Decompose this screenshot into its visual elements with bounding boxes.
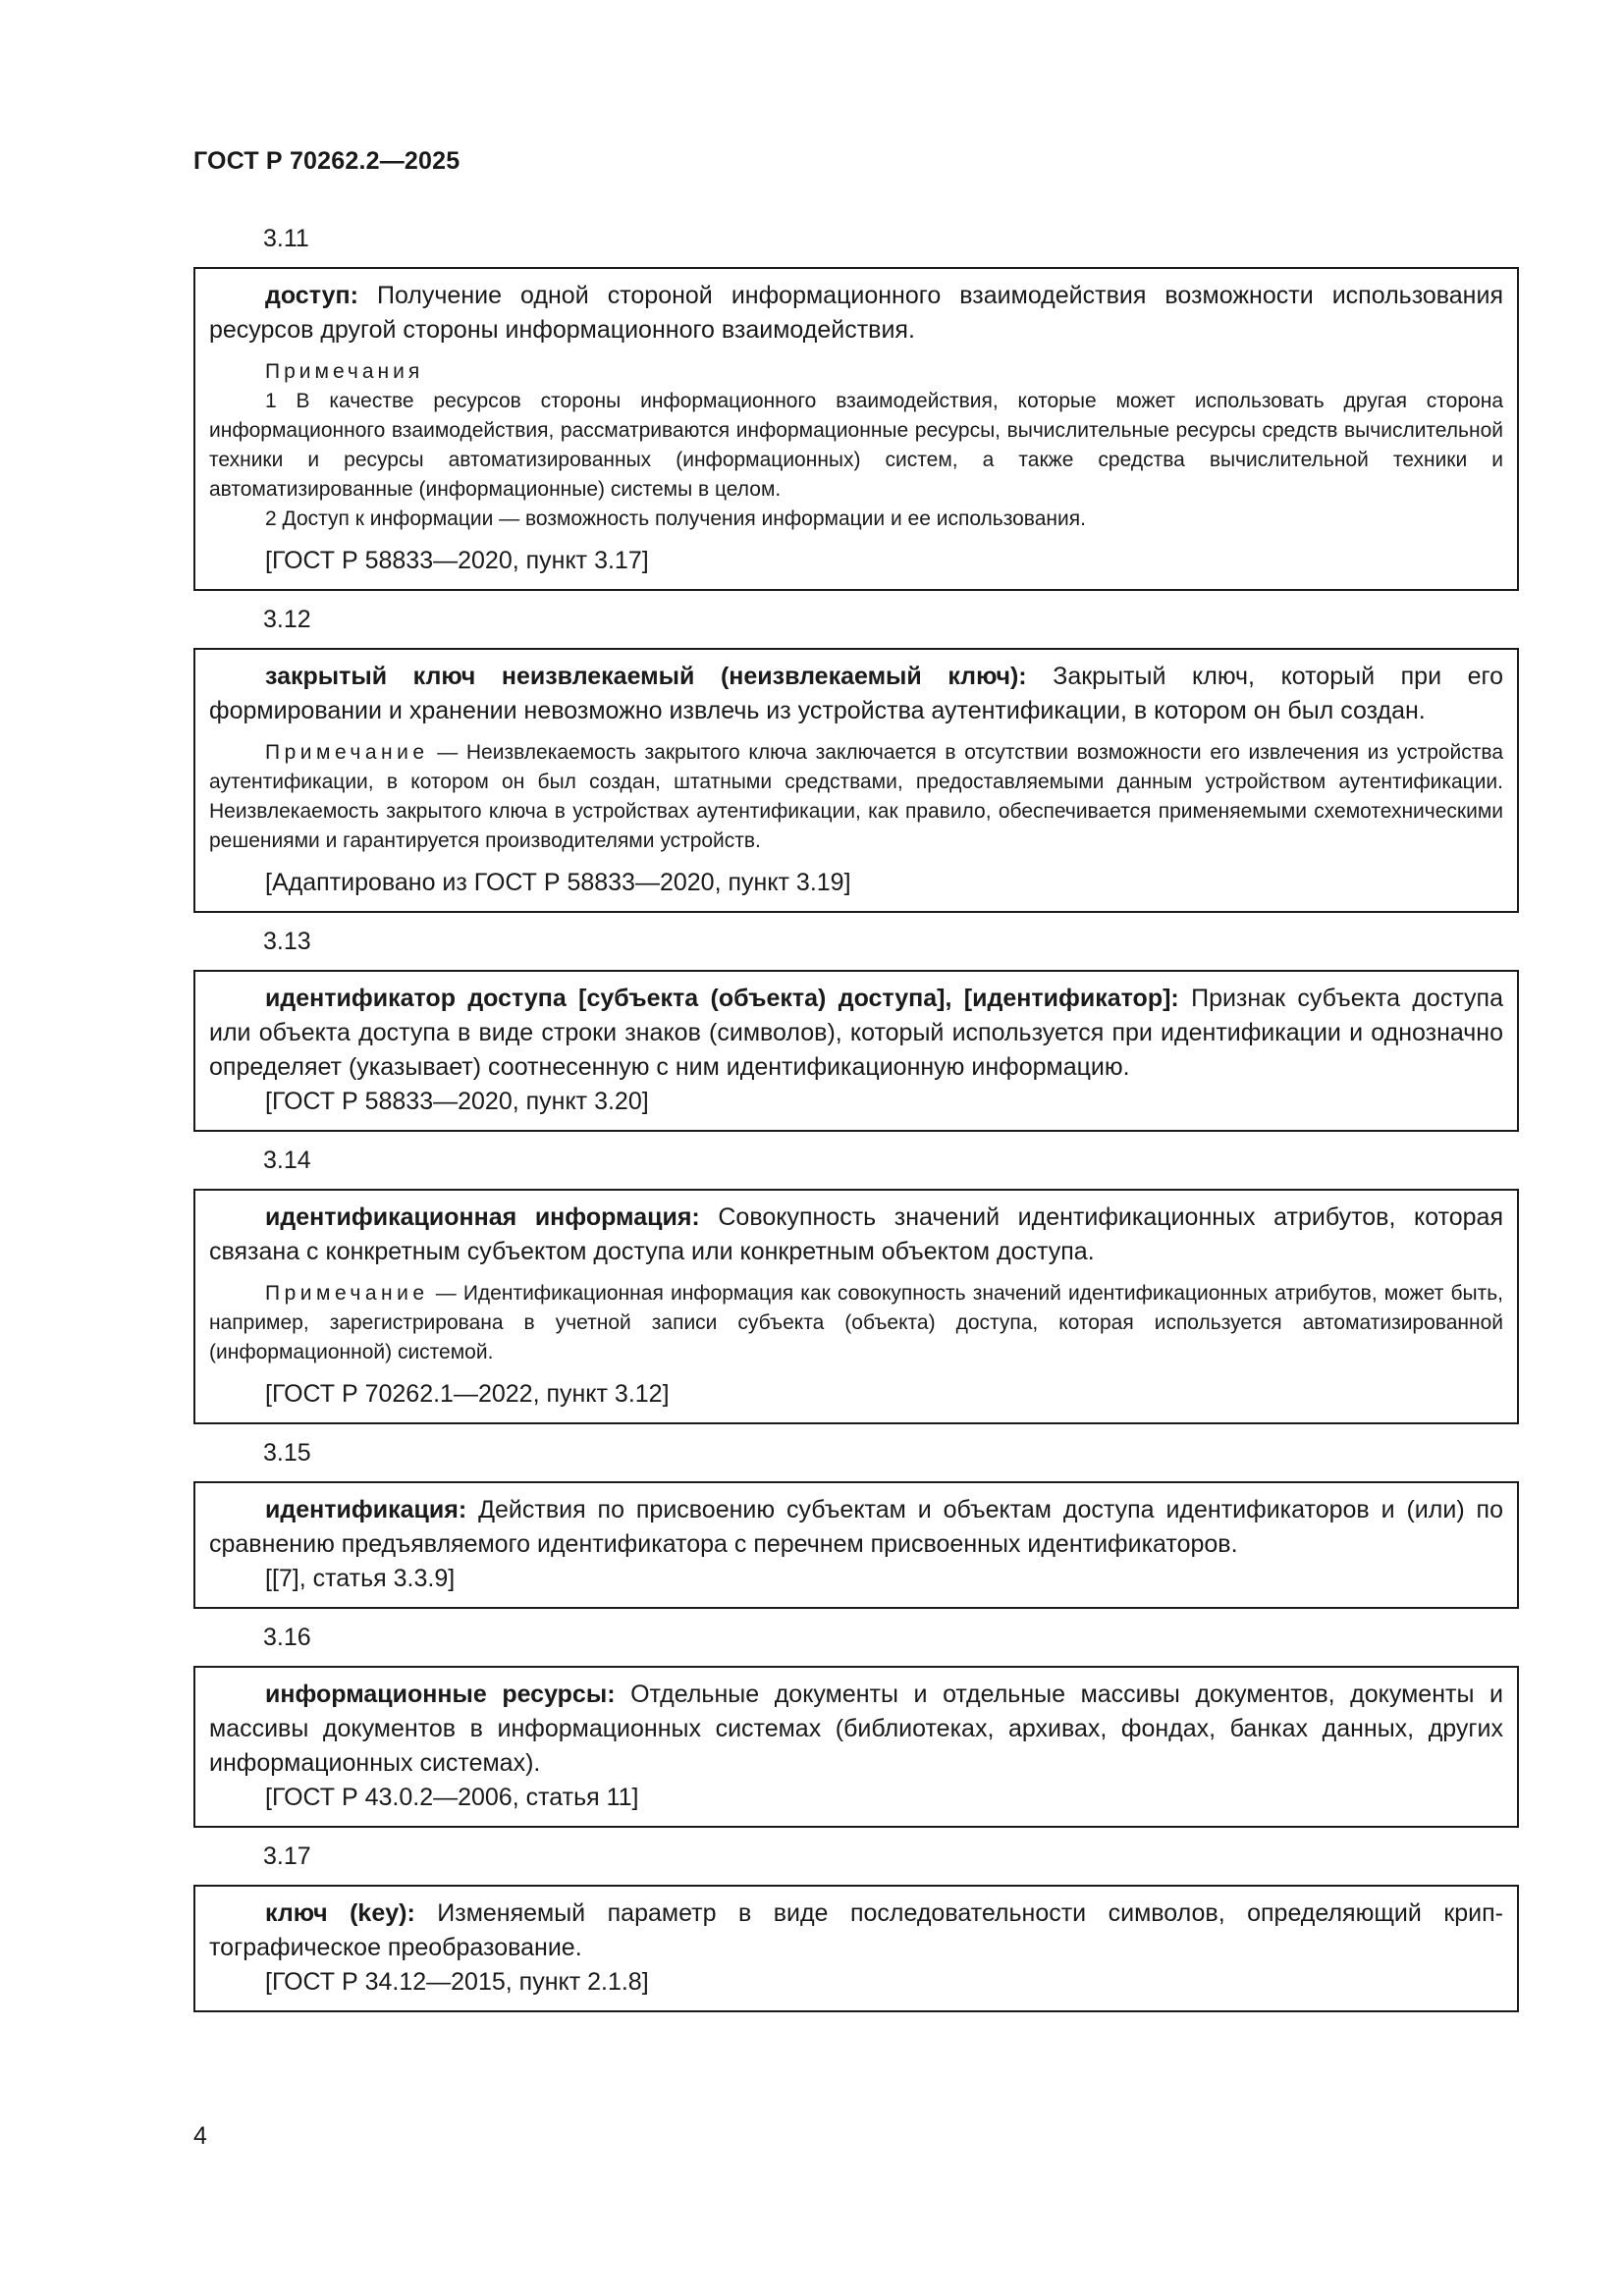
notes-block xyxy=(209,738,1503,856)
term-name: идентификатор доступа [субъекта (объекта) доступа], [идентификатор]: xyxy=(265,985,1179,1012)
term-source: [ГОСТ Р 70262.1—2022, пункт 3.12] xyxy=(265,1380,670,1408)
term-source: [ГОСТ Р 58833—2020, пункт 3.20] xyxy=(265,1088,649,1115)
term-box-3-11 xyxy=(193,267,1519,591)
definition-text: Закрытый ключ, который при его формировании и хранении невозможно извлечь из устройства аутентификации, в котором он был создан. xyxy=(209,663,1504,724)
term-definition xyxy=(209,1493,1503,1562)
note-item: 1 В качестве ресурсов стороны информационного взаимодействия, которые может использовать другая сторона информационного взаимодействия, рассматриваются информационные ресурсы, вычислительные ресурсы средств вычислительной техники и ресурсы автоматизированных (информационных) систем, а также средства вычислительной техники и автоматизированные (информационные) системы в целом. xyxy=(209,390,1503,501)
term-box-3-15 xyxy=(193,1481,1519,1609)
term-name: доступ: xyxy=(265,282,358,309)
term-source: [ГОСТ Р 43.0.2—2006, статья 11] xyxy=(265,1784,639,1811)
note-item xyxy=(209,738,1503,856)
term-name: идентификация: xyxy=(265,1496,467,1523)
definition-text: Получение одной стороной информационного взаимодействия возможности использования ресурсов другой стороны информационного взаимодействия. xyxy=(209,282,1503,344)
term-name: закрытый ключ неизвлекаемый (неизвлекаемый ключ): xyxy=(265,663,1027,690)
term-source: [ГОСТ Р 34.12—2015, пункт 2.1.8] xyxy=(265,1968,649,1996)
term-box-3-16 xyxy=(193,1666,1519,1828)
definition-text: Изменяемый параметр в виде последовательности символов, определяющий криптографическое преобразование. xyxy=(209,1899,1503,1961)
notes-block xyxy=(209,1279,1503,1367)
term-number: 3.16 xyxy=(263,1624,311,1651)
note-text: — Неизвлекаемость закрытого ключа заключается в отсутствии возможности его извлечения из устройства аутентификации, в котором он был создан, штатными средствами, предоставляемыми данным устройством аутентификации. Неизвлекаемость закрытого ключа в устройствах аутентификации, как правило, обеспечивается применяемыми схемотехническими решениями и гарантируется производителями устройств. xyxy=(209,741,1503,852)
term-number: 3.13 xyxy=(263,928,311,955)
term-number: 3.15 xyxy=(263,1439,311,1467)
terms-list xyxy=(193,222,1519,2024)
term-number: 3.17 xyxy=(263,1842,311,1870)
term-definition xyxy=(209,1896,1503,1965)
term-name: идентификационная информация: xyxy=(265,1203,700,1231)
term-box-3-14 xyxy=(193,1189,1519,1424)
notes-block xyxy=(209,357,1503,534)
definition-text: Совокупность значений идентификационных атрибутов, которая связана с конкретным субъектом доступа или конкретным объектом доступа. xyxy=(209,1203,1503,1265)
note-text: — Идентификационная информация как совокупность значений идентификационных атрибутов, может быть, например, зарегистрирована в учетной записи субъекта (объекта) доступа, которая используется автоматизированной (информационной) системой. xyxy=(209,1282,1503,1363)
term-box-3-17 xyxy=(193,1885,1519,2012)
standard-code-header: ГОСТ Р 70262.2—2025 xyxy=(193,147,460,175)
term-definition xyxy=(209,660,1503,728)
definition-text: Отдельные документы и отдельные массивы документов, документы и массивы документов в информационных системах (библиотеках, архивах, фондах, банках данных, других информационных системах). xyxy=(209,1681,1503,1777)
term-number: 3.12 xyxy=(263,606,311,633)
note-label: Примечание xyxy=(265,1282,429,1305)
term-box-3-12 xyxy=(193,648,1519,913)
notes-heading: Примечания xyxy=(265,360,424,383)
note-item: 2 Доступ к информации — возможность получения информации и ее использования. xyxy=(265,507,1086,530)
term-name: ключ (key): xyxy=(265,1899,415,1927)
term-definition xyxy=(209,982,1503,1085)
term-number: 3.11 xyxy=(263,225,309,252)
term-name: информационные ресурсы: xyxy=(265,1681,616,1708)
page-number: 4 xyxy=(193,2122,207,2150)
term-definition xyxy=(209,1201,1503,1269)
term-number: 3.14 xyxy=(263,1147,311,1174)
term-source: [Адаптировано из ГОСТ Р 58833—2020, пункт 3.19] xyxy=(265,869,851,896)
note-item xyxy=(209,1279,1503,1367)
note-label: Примечание xyxy=(265,741,429,764)
term-definition xyxy=(209,279,1503,347)
term-box-3-13 xyxy=(193,970,1519,1132)
term-source: [ГОСТ Р 58833—2020, пункт 3.17] xyxy=(265,547,649,574)
term-definition xyxy=(209,1678,1503,1781)
definition-text: Действия по присвоению субъектам и объектам доступа идентификаторов и (или) по сравнению предъявляемого идентификатора с перечнем присвоенных идентификаторов. xyxy=(209,1496,1503,1558)
definition-text: Признак субъекта доступа или объекта доступа в виде строки знаков (символов), который используется при идентификации и однозначно определяет (указывает) соотнесенную с ним идентификационную информацию. xyxy=(209,985,1503,1081)
term-source: [[7], статья 3.3.9] xyxy=(265,1565,456,1592)
